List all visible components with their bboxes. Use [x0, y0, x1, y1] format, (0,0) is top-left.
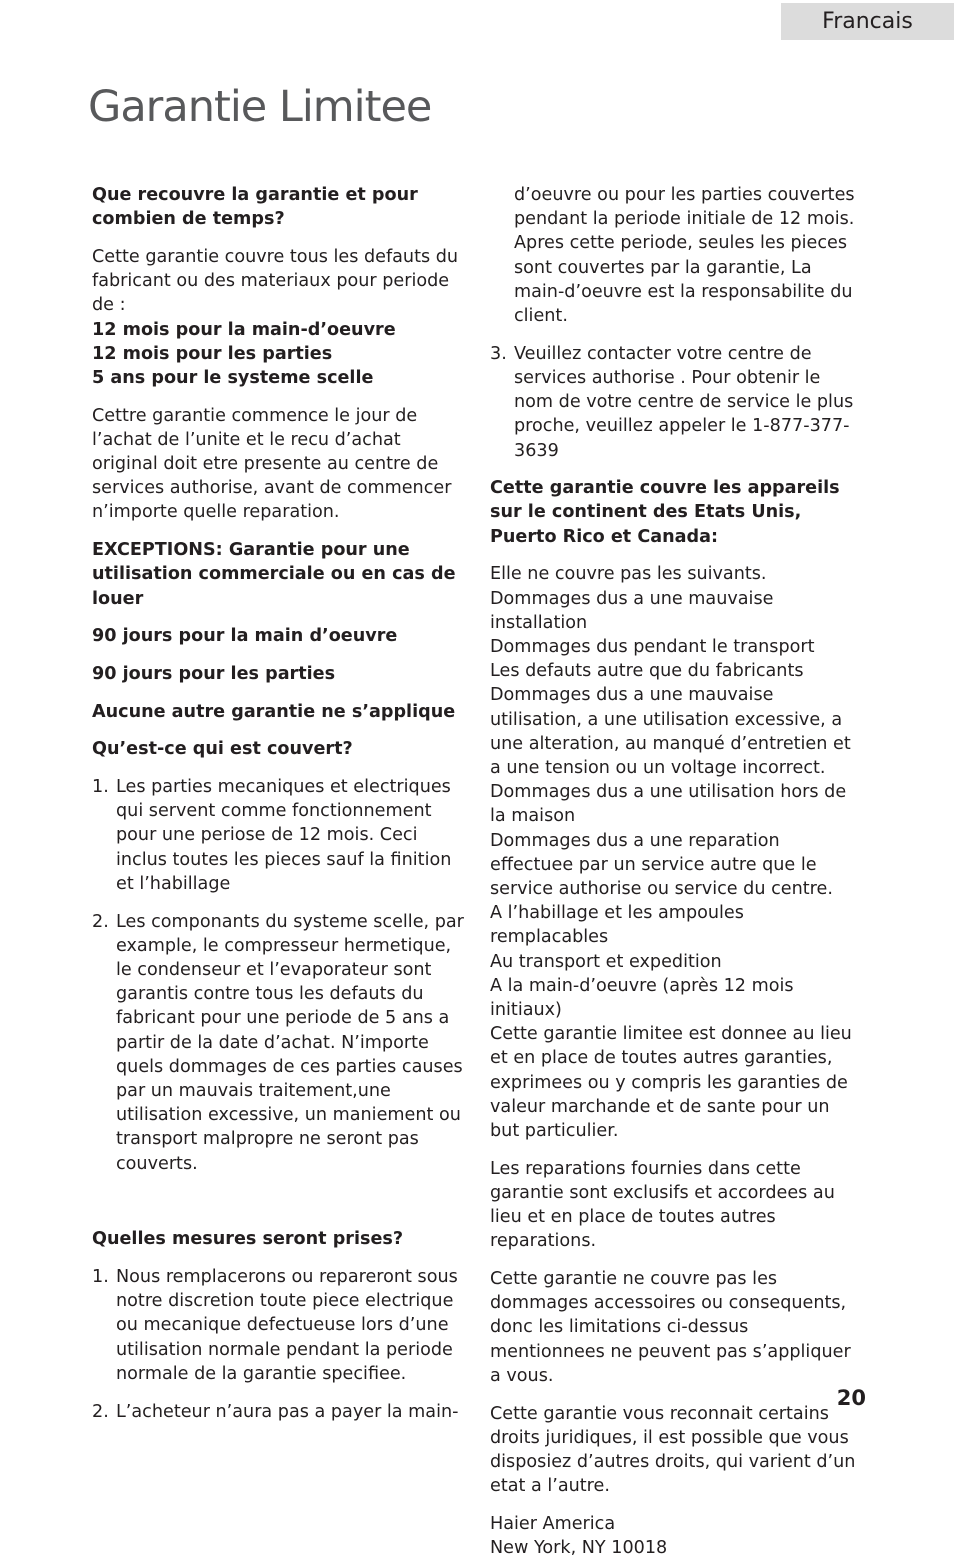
left-column [92, 183, 470, 1437]
question-duration-heading: Que recouvre la garantie et pour combien de temps? [92, 185, 418, 230]
coverage-region-heading: Cette garantie couvre les appareils sur le continent des Etats Unis, Puerto Rico et Canada: [490, 478, 840, 547]
exceptions-heading: EXCEPTIONS: Garantie pour une utilisation commerciale ou en cas de louer [92, 540, 456, 609]
right-column [490, 183, 862, 1560]
warranty-start-text: Cettre garantie commence le jour de l’achat de l’unite et le recu d’achat original doit etre presente au centre de services authorise, avant de commencer n’importe quelle reparation. [92, 405, 452, 523]
list-item-text: Nous remplacerons ou repareront sous notre discretion toute piece electrique ou mecanique defectueuse lors d’une utilisation normale pendant la periode normale de la garantie specifiee. [116, 1267, 458, 1384]
covered-list [92, 775, 470, 1176]
list-item-text: Veuillez contacter votre centre de services authorise . Pour obtenir le nom de votre centre de service le plus proche, veuillez appeler le 1-877-377-3639 [514, 343, 854, 461]
list-item-number: 1. [92, 1267, 109, 1288]
coverage-term: 12 mois pour la main-d’oeuvre [92, 319, 396, 340]
spacer [92, 1189, 470, 1227]
not-covered-line: Elle ne couvre pas les suivants. [490, 564, 767, 585]
not-covered-line: Dommages dus a une utilisation hors de la maison [490, 782, 847, 827]
not-covered-line: A l’habillage et les ampoules remplacables [490, 903, 744, 948]
page-title: Garantie Limitee [88, 82, 432, 132]
not-covered-line: A la main-d’oeuvre (après 12 mois initiaux) [490, 975, 794, 1020]
list-item-number: 2. [92, 1401, 109, 1422]
not-covered-line: Dommages dus pendant le transport [490, 636, 815, 657]
list-item-continued [490, 183, 862, 328]
measures-list-continued [490, 183, 862, 463]
repairs-exclusive-text: Les reparations fournies dans cette garantie sont exclusifs et accordees au lieu et en place de toutes autres reparations. [490, 1158, 835, 1252]
company-address: New York, NY 10018 [490, 1538, 668, 1559]
list-item [92, 910, 470, 1176]
not-covered-line: Cette garantie limitee est donnee au lieu et en place de toutes autres garanties, exprimees ou y compris les garanties de valeur marchande et de sante pour un but particulier. [490, 1024, 852, 1142]
exception-no-other: Aucune autre garantie ne s’applique [92, 701, 456, 722]
list-item-text: Les componants du systeme scelle, par example, le compresseur hermetique, le condenseur et l’evaporateur sont garantis contre tous les defauts du fabricant pour une periode de 5 ans a partir de la date d’achat. N’importe quels dommages de ces parties causes par un mauvais traitement,une utilisation excessive, un maniement ou transport malpropre ne seront pas couverts. [116, 911, 464, 1174]
exception-parts: 90 jours pour les parties [92, 663, 336, 684]
consequential-damages-text: Cette garantie ne couvre pas les dommages accessoires ou consequents, donc les limitations ci-dessus mentionnees ne peuvent pas s’appliquer a vous. [490, 1269, 851, 1386]
list-item-number: 3. [490, 343, 507, 364]
list-item-text: L’acheteur n’aura pas a payer la main- [116, 1401, 459, 1422]
not-covered-line: Dommages dus a une mauvaise installation [490, 588, 774, 633]
list-item [92, 1265, 470, 1386]
coverage-intro-text: Cette garantie couvre tous les defauts du fabricant ou des materiaux pour periode de : [92, 246, 459, 316]
not-covered-line: Au transport et expedition [490, 951, 722, 972]
list-item [92, 775, 470, 896]
language-tab: Francais [781, 3, 954, 40]
exception-labor: 90 jours pour la main d’oeuvre [92, 626, 398, 647]
list-item-number: 1. [92, 777, 109, 798]
measures-list [92, 1265, 470, 1424]
list-item [92, 1400, 470, 1424]
legal-rights-text: Cette garantie vous reconnait certains droits juridiques, il est possible que vous disposiez d’autres droits, qui varient d’un etat a l’autre. [490, 1403, 856, 1497]
list-item [490, 342, 862, 463]
not-covered-line: Dommages dus a une reparation effectuee par un service autre que le service authorise ou service du centre. [490, 830, 833, 899]
list-item-text: d’oeuvre ou pour les parties couvertes pendant la periode initiale de 12 mois. Apres cette periode, seules les pieces sont couvertes par la garantie, La main-d’oeuvre est la responsabilite du client. [514, 185, 855, 327]
page-number: 20 [836, 1386, 866, 1410]
not-covered-line: Les defauts autre que du fabricants [490, 661, 804, 682]
coverage-term: 5 ans pour le systeme scelle [92, 367, 374, 388]
coverage-term: 12 mois pour les parties [92, 343, 333, 364]
list-item-text: Les parties mecaniques et electriques qui servent comme fonctionnement pour une periose de 12 mois. Ceci inclus toutes les pieces sauf la finition et l’habillage [116, 777, 452, 894]
list-item-number: 2. [92, 911, 109, 932]
question-covered-heading: Qu’est-ce qui est couvert? [92, 739, 353, 760]
company-name: Haier America [490, 1513, 616, 1534]
question-measures-heading: Quelles mesures seront prises? [92, 1229, 404, 1250]
not-covered-line: Dommages dus a une mauvaise utilisation, a une utilisation excessive, a une alteration, au manqué d’entretien et a une tension ou un voltage incorrect. [490, 685, 851, 778]
